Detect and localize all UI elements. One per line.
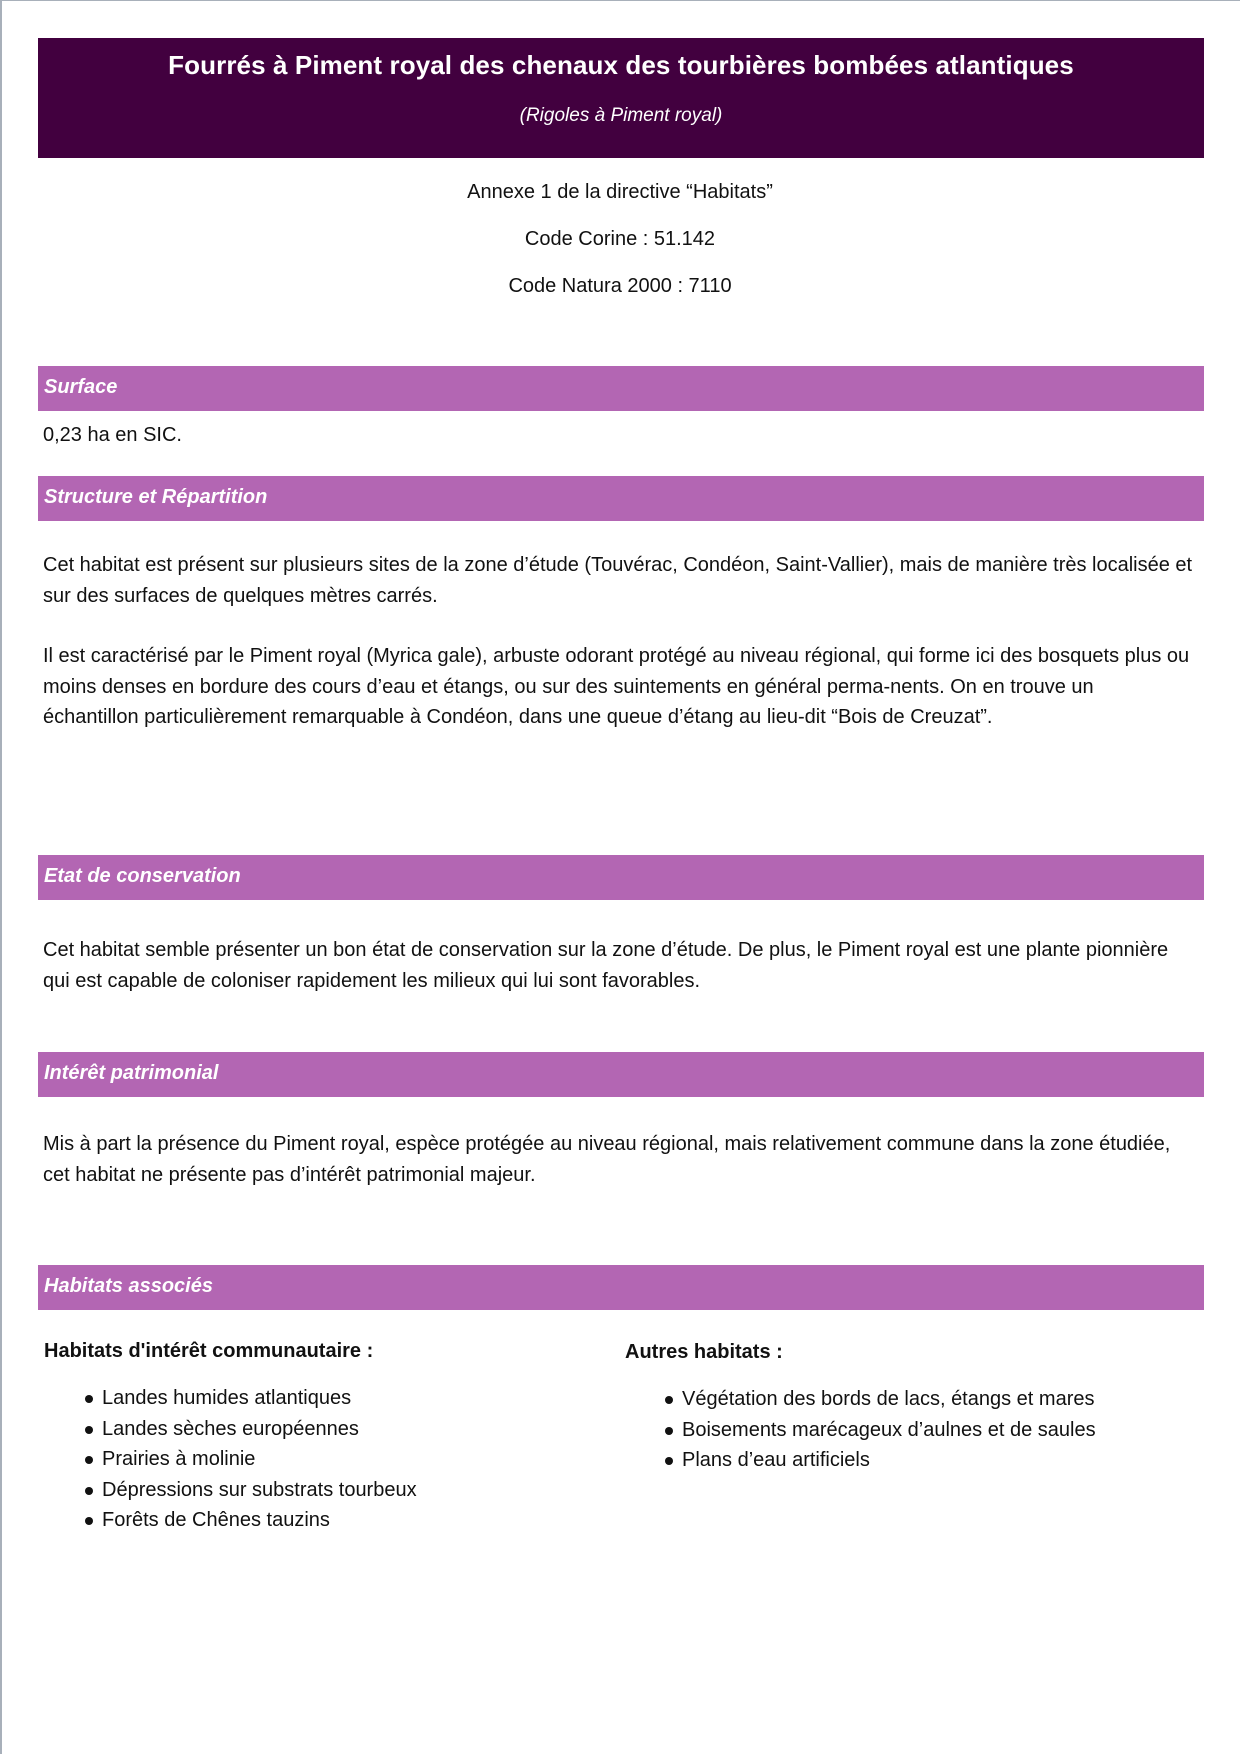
structure-paragraph-2: Il est caractérisé par le Piment royal (Myrica gale), arbuste odorant protégé au niveau régional, qui forme ici des bosquets plus ou moins denses en bordure des cours d’eau et étangs, ou sur des suintements en général perma-nents. On en trouve un échantillon particulièrement remarquable à Condéon, dans une queue d’étang au lieu-dit “Bois de Creuzat”. (43, 645, 1190, 728)
bullet-icon (665, 1396, 673, 1404)
communautaire-heading: Habitats d'intérêt communautaire : (44, 1340, 374, 1362)
page-subtitle: (Rigoles à Piment royal) (519, 105, 723, 126)
interet-text: Mis à part la présence du Piment royal, espèce protégée au niveau régional, mais relativement commune dans la zone étudiée, cet habitat ne présente pas d’intérêt patrimonial majeur. (43, 1133, 1171, 1186)
list-item: Forêts de Chênes tauzins (85, 1505, 417, 1536)
bullet-icon (85, 1456, 93, 1464)
autres-list (665, 1384, 1096, 1476)
list-item: Landes sèches européennes (85, 1414, 417, 1445)
bullet-icon (665, 1427, 673, 1435)
list-item: Landes humides atlantiques (85, 1383, 417, 1414)
bullet-icon (85, 1517, 93, 1525)
list-item: Dépressions sur substrats tourbeux (85, 1475, 417, 1506)
section-header-interet (38, 1052, 1204, 1097)
bullet-icon (85, 1395, 93, 1403)
bullet-icon (85, 1426, 93, 1434)
section-title: Habitats associés (44, 1275, 213, 1297)
section-header-surface (38, 366, 1204, 411)
section-title: Intérêt patrimonial (44, 1062, 219, 1084)
list-item: Plans d’eau artificiels (665, 1445, 1096, 1476)
autres-heading: Autres habitats : (625, 1341, 783, 1363)
section-header-conservation (38, 855, 1204, 900)
annexe-label: Annexe 1 de la directive “Habitats” (467, 181, 773, 203)
natura-code: Code Natura 2000 : 7110 (508, 275, 732, 297)
communautaire-list (85, 1383, 417, 1536)
bullet-icon (665, 1457, 673, 1465)
section-title: Surface (44, 376, 118, 398)
bullet-icon (85, 1487, 93, 1495)
corine-code: Code Corine : 51.142 (524, 228, 716, 250)
list-item: Boisements marécageux d’aulnes et de saules (665, 1415, 1096, 1446)
list-item: Prairies à molinie (85, 1444, 417, 1475)
section-header-structure (38, 476, 1204, 521)
section-header-habitats (38, 1265, 1204, 1310)
page-title: Fourrés à Piment royal des chenaux des tourbières bombées atlantiques (168, 50, 1074, 80)
section-title: Structure et Répartition (44, 486, 268, 508)
title-block (38, 38, 1204, 158)
structure-paragraph-1: Cet habitat est présent sur plusieurs sites de la zone d’étude (Touvérac, Condéon, Saint-Vallier), mais de manière très localisée et sur des surfaces de quelques mètres carrés. (43, 554, 1193, 607)
conservation-text: Cet habitat semble présenter un bon état de conservation sur la zone d’étude. De plus, le Piment royal est une plante pionnière qui est capable de coloniser rapidement les milieux qui lui sont favorables. (43, 939, 1169, 992)
page-border-top (0, 0, 1240, 1)
page-border-left (0, 0, 2, 1754)
surface-text: 0,23 ha en SIC. (43, 424, 182, 446)
list-item: Végétation des bords de lacs, étangs et mares (665, 1384, 1096, 1415)
section-title: Etat de conservation (44, 865, 241, 887)
